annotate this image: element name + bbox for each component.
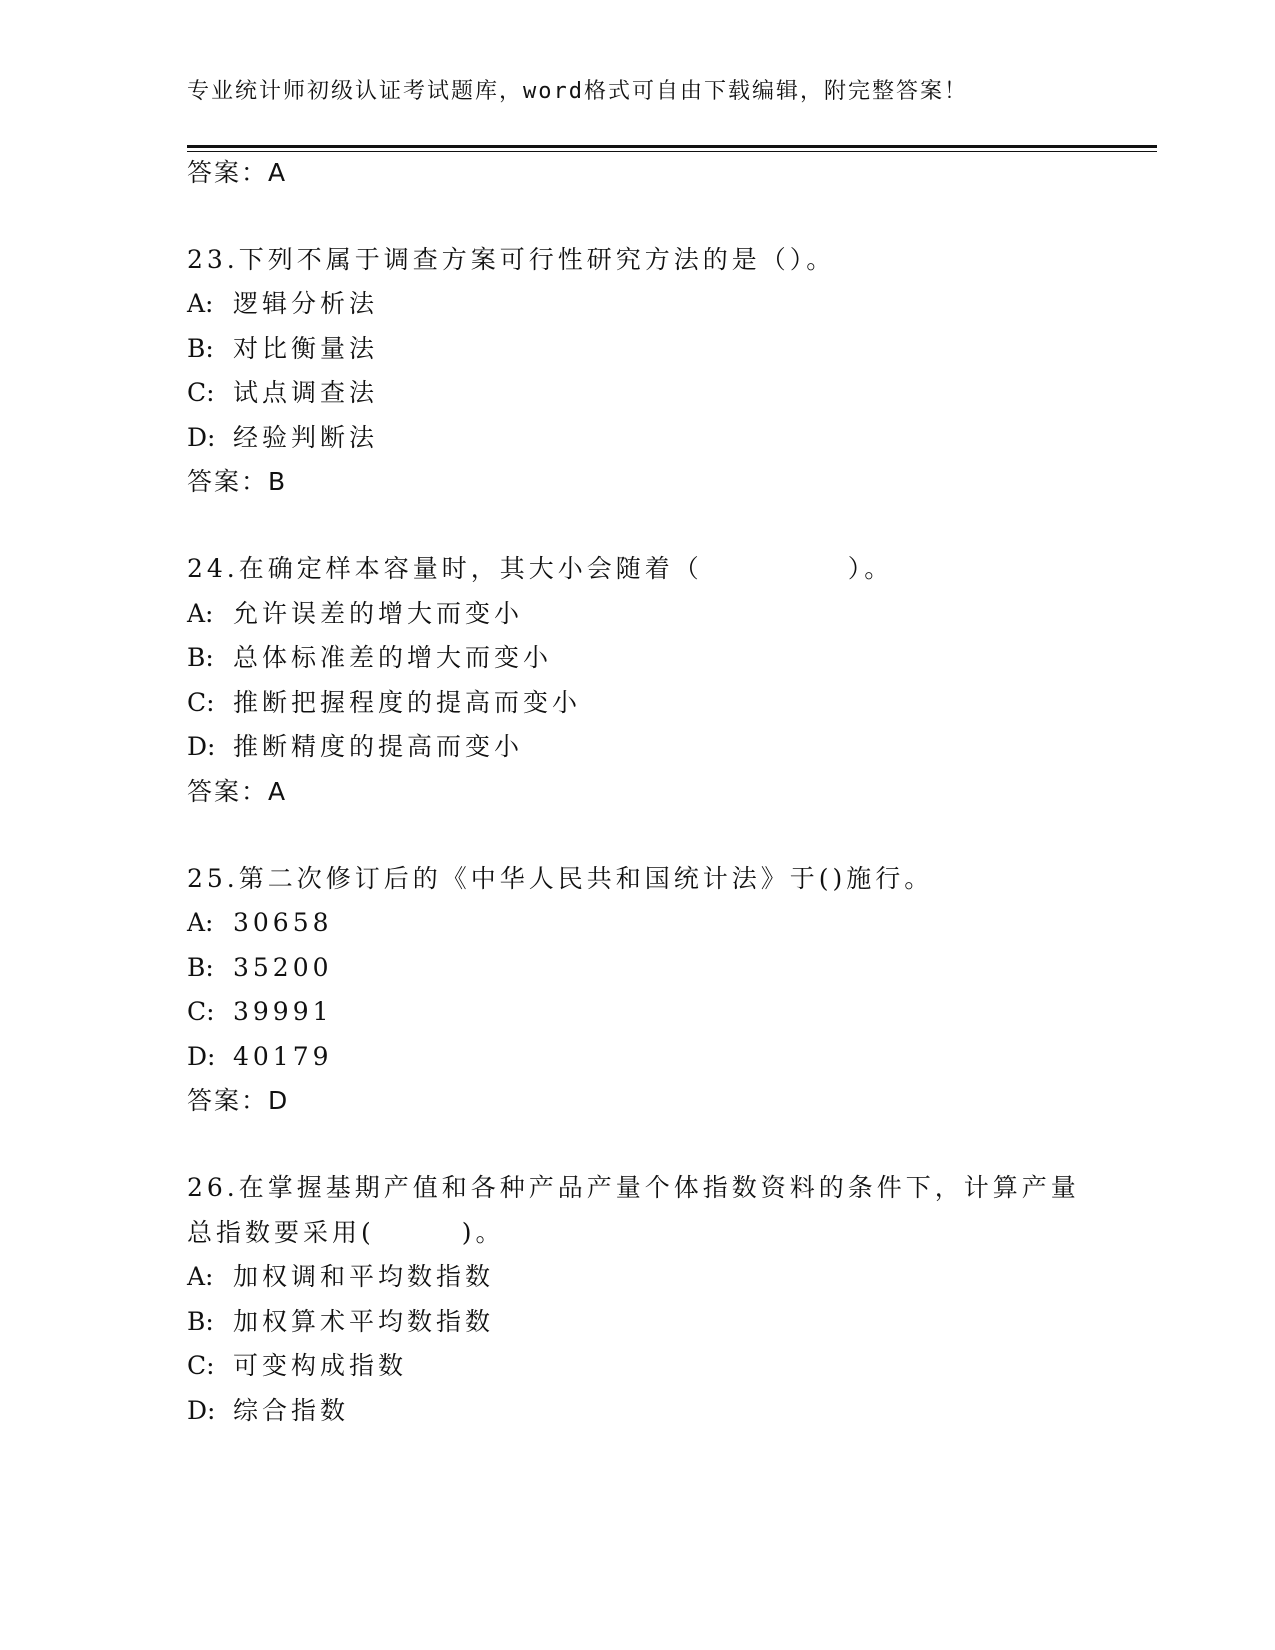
question-26-option-c — [187, 1350, 407, 1382]
question-25-option-d — [187, 1041, 333, 1073]
header-rule-thin — [187, 151, 1157, 152]
answer-previous: 答案：A — [187, 158, 288, 187]
option-text: 推断精度的提高而变小 — [233, 732, 524, 761]
question-24-stem: 24.在确定样本容量时，其大小会随着（ ）。 — [187, 554, 894, 583]
option-label: A: — [187, 1262, 214, 1291]
option-text: 综合指数 — [233, 1396, 350, 1425]
option-text: 总体标准差的增大而变小 — [233, 643, 553, 672]
option-label: A: — [187, 599, 214, 628]
option-text: 40179 — [233, 1042, 333, 1071]
question-23-option-a — [187, 288, 378, 320]
option-label: D: — [187, 1042, 216, 1071]
option-text: 39991 — [233, 997, 333, 1026]
question-24-option-d — [187, 731, 523, 763]
option-label: A: — [187, 289, 214, 318]
option-text: 可变构成指数 — [233, 1351, 408, 1380]
question-24-answer: 答案：A — [187, 777, 288, 806]
question-26-stem-line-2: 总指数要采用( )。 — [187, 1218, 505, 1247]
question-26-option-d — [187, 1395, 349, 1427]
question-24-option-b — [187, 642, 552, 674]
question-25-answer: 答案：D — [187, 1086, 290, 1115]
question-25-option-b — [187, 952, 333, 984]
question-24-option-c — [187, 687, 581, 719]
option-label: D: — [187, 1396, 216, 1425]
question-25-stem: 25.第二次修订后的《中华人民共和国统计法》于()施行。 — [187, 864, 934, 893]
option-label: C: — [187, 688, 215, 717]
option-label: A: — [187, 908, 214, 937]
option-label: B: — [187, 643, 214, 672]
option-text: 推断把握程度的提高而变小 — [233, 688, 582, 717]
option-label: C: — [187, 997, 215, 1026]
question-23-option-d — [187, 422, 378, 454]
question-26-option-a — [187, 1261, 494, 1293]
option-text: 逻辑分析法 — [233, 289, 379, 318]
option-text: 35200 — [233, 953, 333, 982]
question-24-option-a — [187, 598, 523, 630]
question-26-stem-line-1: 26.在掌握基期产值和各种产品产量个体指数资料的条件下，计算产量 — [187, 1173, 1080, 1202]
question-23-option-c — [187, 377, 378, 409]
option-text: 30658 — [233, 908, 333, 937]
question-23-answer: 答案：B — [187, 467, 288, 496]
option-label: D: — [187, 423, 216, 452]
option-text: 试点调查法 — [233, 378, 379, 407]
option-label: C: — [187, 1351, 215, 1380]
option-text: 允许误差的增大而变小 — [233, 599, 524, 628]
question-23-stem: 23.下列不属于调查方案可行性研究方法的是（）。 — [187, 245, 836, 274]
option-label: C: — [187, 378, 215, 407]
option-text: 对比衡量法 — [233, 334, 379, 363]
option-label: B: — [187, 1307, 214, 1336]
header-rule-thick — [187, 145, 1157, 148]
option-text: 加权算术平均数指数 — [233, 1307, 495, 1336]
question-25-option-c — [187, 996, 333, 1028]
option-label: B: — [187, 953, 214, 982]
question-26-option-b — [187, 1306, 494, 1338]
question-25-option-a — [187, 907, 333, 939]
page-header: 专业统计师初级认证考试题库，word格式可自由下载编辑，附完整答案！ — [187, 79, 968, 104]
option-text: 加权调和平均数指数 — [233, 1262, 495, 1291]
option-text: 经验判断法 — [233, 423, 379, 452]
option-label: B: — [187, 334, 214, 363]
question-23-option-b — [187, 333, 378, 365]
option-label: D: — [187, 732, 216, 761]
